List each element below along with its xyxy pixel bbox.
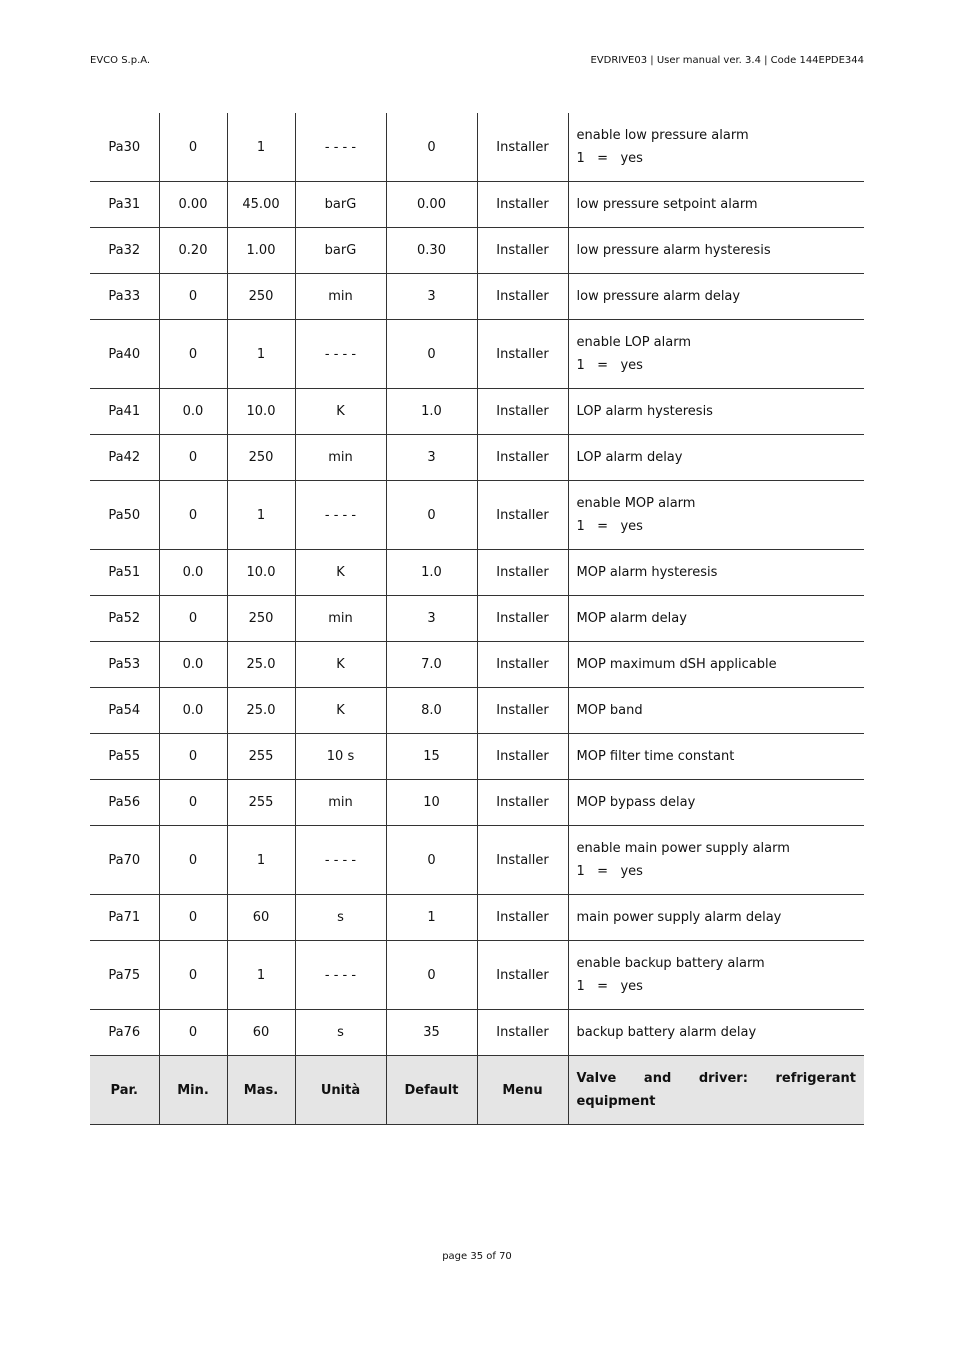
description-text: MOP filter time constant bbox=[576, 749, 735, 764]
cell-min: 0.0 bbox=[159, 550, 227, 596]
cell-unit: K bbox=[295, 688, 386, 734]
cell-menu: Installer bbox=[477, 550, 568, 596]
cell-description bbox=[568, 320, 864, 389]
cell-menu: Installer bbox=[477, 780, 568, 826]
description-option: 1 = yes bbox=[576, 519, 643, 534]
header-company: EVCO S.p.A. bbox=[90, 55, 151, 66]
cell-max: 250 bbox=[227, 596, 295, 642]
header-doc-info: EVDRIVE03 | User manual ver. 3.4 | Code 144EPDE344 bbox=[590, 55, 864, 66]
header-max: Mas. bbox=[227, 1056, 295, 1125]
cell-parameter: Pa71 bbox=[90, 895, 159, 941]
cell-unit: min bbox=[295, 274, 386, 320]
cell-menu: Installer bbox=[477, 941, 568, 1010]
cell-default: 0 bbox=[386, 941, 477, 1010]
cell-max: 10.0 bbox=[227, 550, 295, 596]
table-row bbox=[90, 550, 864, 596]
description-option: 1 = yes bbox=[576, 864, 643, 879]
cell-min: 0 bbox=[159, 780, 227, 826]
cell-min: 0 bbox=[159, 734, 227, 780]
cell-menu: Installer bbox=[477, 435, 568, 481]
cell-min: 0 bbox=[159, 320, 227, 389]
cell-description bbox=[568, 182, 864, 228]
cell-menu: Installer bbox=[477, 228, 568, 274]
cell-description bbox=[568, 274, 864, 320]
cell-description bbox=[568, 642, 864, 688]
description-text: MOP bypass delay bbox=[576, 795, 696, 810]
cell-default: 15 bbox=[386, 734, 477, 780]
cell-description bbox=[568, 688, 864, 734]
cell-min: 0.00 bbox=[159, 182, 227, 228]
description-option: 1 = yes bbox=[576, 979, 643, 994]
header-min: Min. bbox=[159, 1056, 227, 1125]
table-header-row bbox=[90, 1056, 864, 1125]
cell-max: 1 bbox=[227, 941, 295, 1010]
cell-unit: s bbox=[295, 895, 386, 941]
cell-menu: Installer bbox=[477, 481, 568, 550]
cell-menu: Installer bbox=[477, 642, 568, 688]
cell-unit: K bbox=[295, 550, 386, 596]
cell-default: 0.30 bbox=[386, 228, 477, 274]
cell-default: 0 bbox=[386, 826, 477, 895]
table-row bbox=[90, 481, 864, 550]
table-row bbox=[90, 596, 864, 642]
parameter-table bbox=[90, 113, 864, 1125]
cell-description bbox=[568, 1010, 864, 1056]
cell-max: 250 bbox=[227, 435, 295, 481]
cell-unit: min bbox=[295, 780, 386, 826]
cell-parameter: Pa40 bbox=[90, 320, 159, 389]
cell-description bbox=[568, 734, 864, 780]
cell-parameter: Pa33 bbox=[90, 274, 159, 320]
cell-parameter: Pa51 bbox=[90, 550, 159, 596]
cell-description bbox=[568, 826, 864, 895]
table-row bbox=[90, 113, 864, 182]
cell-menu: Installer bbox=[477, 895, 568, 941]
cell-parameter: Pa32 bbox=[90, 228, 159, 274]
parameter-table-body bbox=[90, 113, 864, 1125]
cell-default: 3 bbox=[386, 596, 477, 642]
description-option: 1 = yes bbox=[576, 151, 643, 166]
cell-default: 10 bbox=[386, 780, 477, 826]
cell-min: 0 bbox=[159, 435, 227, 481]
cell-parameter: Pa41 bbox=[90, 389, 159, 435]
cell-parameter: Pa75 bbox=[90, 941, 159, 1010]
table-row bbox=[90, 274, 864, 320]
cell-menu: Installer bbox=[477, 596, 568, 642]
cell-parameter: Pa76 bbox=[90, 1010, 159, 1056]
cell-menu: Installer bbox=[477, 274, 568, 320]
cell-max: 60 bbox=[227, 1010, 295, 1056]
description-text: low pressure alarm hysteresis bbox=[576, 243, 771, 258]
cell-parameter: Pa55 bbox=[90, 734, 159, 780]
cell-parameter: Pa52 bbox=[90, 596, 159, 642]
description-text: low pressure alarm delay bbox=[576, 289, 741, 304]
cell-unit: barG bbox=[295, 182, 386, 228]
cell-max: 255 bbox=[227, 734, 295, 780]
description-text: main power supply alarm delay bbox=[576, 910, 782, 925]
description-text: MOP alarm delay bbox=[576, 611, 687, 626]
table-row bbox=[90, 734, 864, 780]
cell-min: 0.0 bbox=[159, 389, 227, 435]
cell-min: 0 bbox=[159, 274, 227, 320]
cell-unit: min bbox=[295, 596, 386, 642]
table-row bbox=[90, 826, 864, 895]
cell-unit: - - - - bbox=[295, 826, 386, 895]
description-text: LOP alarm delay bbox=[576, 450, 683, 465]
cell-default: 1 bbox=[386, 895, 477, 941]
cell-menu: Installer bbox=[477, 826, 568, 895]
cell-max: 45.00 bbox=[227, 182, 295, 228]
table-row bbox=[90, 780, 864, 826]
table-row bbox=[90, 320, 864, 389]
header-par: Par. bbox=[90, 1056, 159, 1125]
header-description: Valve and driver: refrigerant equipment bbox=[568, 1056, 864, 1125]
table-row bbox=[90, 895, 864, 941]
cell-unit: - - - - bbox=[295, 941, 386, 1010]
cell-min: 0 bbox=[159, 941, 227, 1010]
cell-description bbox=[568, 435, 864, 481]
cell-menu: Installer bbox=[477, 1010, 568, 1056]
cell-menu: Installer bbox=[477, 113, 568, 182]
description-text: enable backup battery alarm bbox=[576, 956, 765, 971]
cell-max: 1 bbox=[227, 826, 295, 895]
page-number: page 35 of 70 bbox=[442, 1251, 512, 1262]
table-row bbox=[90, 228, 864, 274]
cell-unit: - - - - bbox=[295, 113, 386, 182]
description-text: MOP band bbox=[576, 703, 643, 718]
cell-menu: Installer bbox=[477, 389, 568, 435]
description-text: enable MOP alarm bbox=[576, 496, 696, 511]
description-text: enable low pressure alarm bbox=[576, 128, 749, 143]
cell-default: 35 bbox=[386, 1010, 477, 1056]
table-row bbox=[90, 435, 864, 481]
cell-description bbox=[568, 550, 864, 596]
cell-max: 250 bbox=[227, 274, 295, 320]
cell-menu: Installer bbox=[477, 688, 568, 734]
cell-default: 1.0 bbox=[386, 550, 477, 596]
cell-menu: Installer bbox=[477, 182, 568, 228]
cell-parameter: Pa31 bbox=[90, 182, 159, 228]
description-text: backup battery alarm delay bbox=[576, 1025, 757, 1040]
description-text: MOP maximum dSH applicable bbox=[576, 657, 777, 672]
cell-min: 0 bbox=[159, 596, 227, 642]
cell-menu: Installer bbox=[477, 734, 568, 780]
cell-description bbox=[568, 941, 864, 1010]
cell-parameter: Pa56 bbox=[90, 780, 159, 826]
cell-unit: barG bbox=[295, 228, 386, 274]
cell-description bbox=[568, 481, 864, 550]
cell-max: 1 bbox=[227, 481, 295, 550]
cell-description bbox=[568, 389, 864, 435]
cell-description bbox=[568, 780, 864, 826]
cell-default: 0 bbox=[386, 481, 477, 550]
cell-parameter: Pa50 bbox=[90, 481, 159, 550]
cell-unit: min bbox=[295, 435, 386, 481]
cell-default: 0 bbox=[386, 320, 477, 389]
cell-min: 0 bbox=[159, 826, 227, 895]
cell-unit: 10 s bbox=[295, 734, 386, 780]
header-default: Default bbox=[386, 1056, 477, 1125]
table-row bbox=[90, 941, 864, 1010]
description-text: enable main power supply alarm bbox=[576, 841, 790, 856]
cell-parameter: Pa53 bbox=[90, 642, 159, 688]
cell-max: 255 bbox=[227, 780, 295, 826]
header-menu: Menu bbox=[477, 1056, 568, 1125]
cell-default: 8.0 bbox=[386, 688, 477, 734]
cell-parameter: Pa70 bbox=[90, 826, 159, 895]
cell-max: 25.0 bbox=[227, 688, 295, 734]
description-text: LOP alarm hysteresis bbox=[576, 404, 713, 419]
cell-default: 0 bbox=[386, 113, 477, 182]
table-row bbox=[90, 1010, 864, 1056]
cell-min: 0.0 bbox=[159, 688, 227, 734]
cell-unit: K bbox=[295, 389, 386, 435]
table-row bbox=[90, 688, 864, 734]
cell-unit: s bbox=[295, 1010, 386, 1056]
cell-unit: - - - - bbox=[295, 320, 386, 389]
cell-max: 1 bbox=[227, 113, 295, 182]
description-text: low pressure setpoint alarm bbox=[576, 197, 758, 212]
cell-description bbox=[568, 895, 864, 941]
table-row bbox=[90, 182, 864, 228]
cell-default: 7.0 bbox=[386, 642, 477, 688]
cell-menu: Installer bbox=[477, 320, 568, 389]
cell-min: 0 bbox=[159, 113, 227, 182]
cell-unit: K bbox=[295, 642, 386, 688]
cell-default: 0.00 bbox=[386, 182, 477, 228]
cell-min: 0 bbox=[159, 481, 227, 550]
cell-min: 0.20 bbox=[159, 228, 227, 274]
cell-min: 0 bbox=[159, 895, 227, 941]
cell-min: 0.0 bbox=[159, 642, 227, 688]
cell-default: 3 bbox=[386, 435, 477, 481]
cell-max: 1 bbox=[227, 320, 295, 389]
cell-default: 1.0 bbox=[386, 389, 477, 435]
description-text: enable LOP alarm bbox=[576, 335, 692, 350]
cell-description bbox=[568, 596, 864, 642]
cell-parameter: Pa30 bbox=[90, 113, 159, 182]
table-row bbox=[90, 642, 864, 688]
cell-max: 25.0 bbox=[227, 642, 295, 688]
cell-max: 1.00 bbox=[227, 228, 295, 274]
cell-description bbox=[568, 113, 864, 182]
cell-max: 60 bbox=[227, 895, 295, 941]
description-option: 1 = yes bbox=[576, 358, 643, 373]
cell-unit: - - - - bbox=[295, 481, 386, 550]
cell-description bbox=[568, 228, 864, 274]
description-text: MOP alarm hysteresis bbox=[576, 565, 718, 580]
cell-min: 0 bbox=[159, 1010, 227, 1056]
cell-parameter: Pa42 bbox=[90, 435, 159, 481]
cell-parameter: Pa54 bbox=[90, 688, 159, 734]
cell-max: 10.0 bbox=[227, 389, 295, 435]
cell-default: 3 bbox=[386, 274, 477, 320]
header-unit: Unità bbox=[295, 1056, 386, 1125]
table-row bbox=[90, 389, 864, 435]
